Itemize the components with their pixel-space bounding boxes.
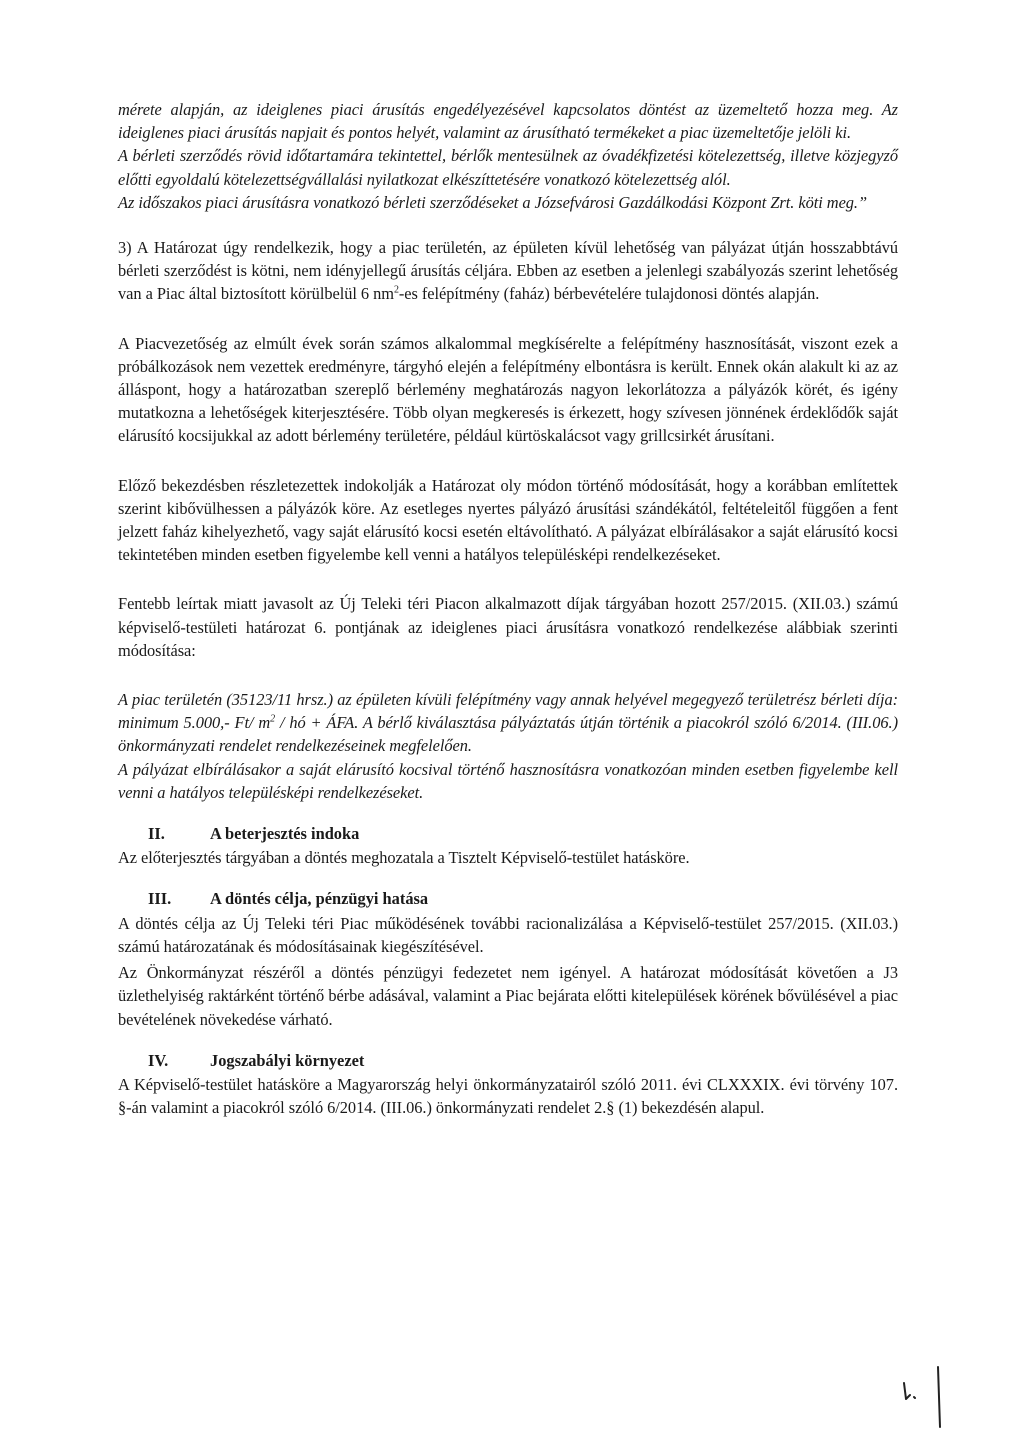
section-number: II. [148, 824, 165, 844]
initials-signature [898, 1365, 968, 1437]
point-3-text-b: -es felépítmény (faház) bérbevételére tulajdonosi döntés alapján. [398, 284, 820, 304]
fentebb-paragraph: Fentebb leírtak miatt javasolt az Új Teleki téri Piacon alkalmazott díjak tárgyában hozott 257/2015. (XII.03.) számú képviselő-testületi határozat 6. pontjának az ideiglenes piaci árusításra vonatkozó rendelkezése alábbiak szerinti módosítása: [118, 594, 898, 660]
quote-paragraph-2: A bérleti szerződés rövid időtartamára tekintettel, bérlők mentesülnek az óvadékfizetési kötelezettség, illetve közjegyző előtti egyoldalú kötelezettségvállalási nyilatkozat elkészíttetésére vonatkozó kötelezettség alól. [118, 146, 898, 189]
quote-paragraph-1: mérete alapján, az ideiglenes piaci árusítás engedélyezésével kapcsolatos döntést az üzemeltető hozza meg. Az ideiglenes piaci árusítás napjait és pontos helyét, valamint az árusítható termékeket a piac üzemeltetője jelöli ki. [118, 100, 898, 143]
proposal-paragraph-2: A pályázat elbírálásakor a saját elárusító kocsival történő hasznosításra vonatkozóan minden esetben figyelembe kell venni a hatályos településképi rendelkezéseket. [118, 759, 898, 802]
section-number: III. [148, 889, 172, 909]
document-page [118, 98, 898, 1119]
section-heading-ii [118, 822, 898, 845]
section-iii-paragraph-2: Az Önkormányzat részéről a döntés pénzügyi fedezetet nem igényel. A határozat módosítását követően a J3 üzlethelyiség raktárként történő bérbe adásával, valamint a Piac bejárata előtti kitelepülések körének bővülésével a piac bevételének növekedése várható. [118, 963, 898, 1029]
proposal-text-b: / hó + ÁFA. A bérlő kiválasztása pályáztatás útján történik a piacokról szóló 6/2014. (III.06.) önkormányzati rendelet rendelkezéseinek megfelelően. [118, 713, 898, 756]
section-iii-paragraph-1: A döntés célja az Új Teleki téri Piac működésének további racionalizálása a Képviselő-testület 257/2015. (XII.03.) számú határozatának és módosításainak kiegészítésével. [118, 913, 898, 956]
section-title: A döntés célja, pénzügyi hatása [210, 889, 429, 909]
piacvezetoseg-paragraph: A Piacvezetőség az elmúlt évek során számos alkalommal megkísérelte a felépítmény hasznosítását, viszont ezek a próbálkozások nem vezettek eredményre, tárgyhó elején a felépítmény elbontásra is került. Ennek okán alakult ki az az álláspont, hogy a határozatban szereplő bérlemény meghatározás nagyon lekorlátozza a pályázók körét, és igény mutatkozna a lehetőségek kiterjesztésére. Több olyan megkeresés is érkezett, hogy szívesen jönnének érdeklődők saját elárusító kocsijukkal az adott bérlemény területére, például kürtöskalácsot vagy grillcsirkét árusítani. [118, 333, 898, 446]
section-ii-paragraph: Az előterjesztés tárgyában a döntés meghozatala a Tisztelt Képviselő-testület hatásköre. [118, 848, 690, 868]
section-title: Jogszabályi környezet [210, 1050, 365, 1070]
elozo-bekezdes-paragraph: Előző bekezdésben részletezettek indokolják a Határozat oly módon történő módosítását, hogy a korábban említettek szerint kibővülhessen a pályázók köre. Az esetleges nyertes pályázó árusítási szándékától, feltételeitől függően a fent jelzett faház kihelyezhető, vagy saját elárusító kocsi esetén eltávolítható. A pályázat elbírálásakor a saját elárusító kocsi tekintetében minden esetben figyelembe kell venni a hatályos településképi rendelkezéseket. [118, 475, 898, 565]
section-heading-iii [118, 887, 898, 910]
section-iv-paragraph: A Képviselő-testület hatásköre a Magyarország helyi önkormányzatairól szóló 2011. évi CLXXXIX. évi törvény 107. §-án valamint a piacokról szóló 6/2014. (III.06.) önkormányzati rendelet 2.§ (1) bekezdésén alapul. [118, 1074, 898, 1118]
proposal-text-a: A piac területén (35123/11 hrsz.) az épületen kívüli felépítmény vagy annak helyével megegyező területrész bérleti díja: minimum 5.000,- Ft/ m [118, 690, 898, 733]
section-title: A beterjesztés indoka [210, 824, 360, 844]
section-number: IV. [148, 1050, 169, 1070]
point-3-paragraph [118, 236, 898, 306]
superscript: 2 [270, 713, 276, 725]
section-heading-iv [118, 1049, 898, 1072]
superscript: 2 [393, 284, 399, 296]
point-3-text-a: 3) A Határozat úgy rendelkezik, hogy a piac területén, az épületen kívül lehetőség van pályázat útján hosszabbtávú bérleti szerződést is kötni, nem idényjellegű árusítás céljára. Ebben az esetben a jelenlegi szabályozás szerint lehetőség van a Piac által biztosított körülbelül 6 nm [118, 238, 898, 304]
quote-paragraph-3: Az időszakos piaci árusításra vonatkozó bérleti szerződéseket a Józsefvárosi Gazdálkodási Központ Zrt. köti meg.” [118, 192, 868, 212]
proposal-paragraph [118, 688, 898, 758]
